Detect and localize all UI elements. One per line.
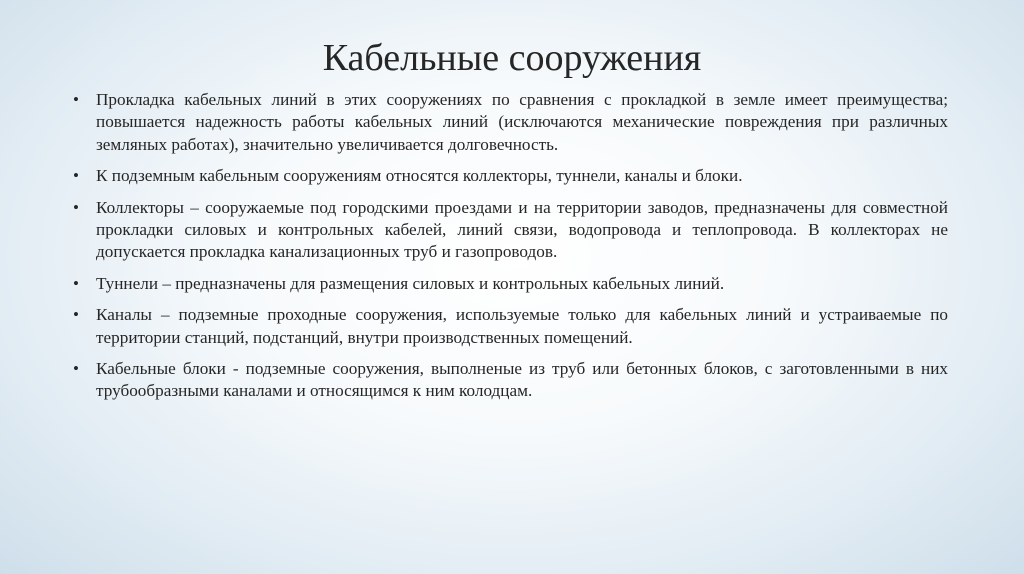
bullet-text: Туннели – предназначены для размещения силовых и контрольных кабельных линий. xyxy=(96,273,725,293)
bullet-icon: • xyxy=(73,273,79,293)
bullet-item-tunnels xyxy=(70,273,948,295)
bullet-icon: • xyxy=(73,197,79,217)
bullet-text: Коллекторы – сооружаемые под городскими проездами и на территории заводов, предназначены для совместной прокладки силовых и контрольных кабелей, линий связи, водопровода и теплопровода. В коллекторах не допускается прокладка канализационных труб и газопроводов. xyxy=(96,197,948,262)
bullet-item-advantages xyxy=(70,89,948,156)
bullet-item-types xyxy=(70,165,948,187)
bullet-text: К подземным кабельным сооружениям относятся коллекторы, туннели, каналы и блоки. xyxy=(96,166,743,186)
slide-title: Кабельные сооружения xyxy=(322,37,702,79)
bullet-text: Кабельные блоки - подземные сооружения, выполненые из труб или бетонных блоков, с заготовленными в них трубообразными каналами и относящимся к ним колодцам. xyxy=(96,359,948,401)
bullet-item-cable-blocks xyxy=(70,358,948,403)
bullet-icon: • xyxy=(73,359,79,379)
bullet-icon: • xyxy=(73,166,79,186)
bullet-item-collectors xyxy=(70,197,948,264)
bullet-text: Прокладка кабельных линий в этих сооружениях по сравнения с прокладкой в земле имеет преимущества; повышается надежность работы кабельных линий (исключаются механические повреждения при различных земляных работах), значительно увеличивается долговечность. xyxy=(96,90,948,154)
bullet-icon: • xyxy=(73,305,79,325)
bullet-list xyxy=(70,89,948,412)
bullet-item-channels xyxy=(70,304,948,349)
bullet-text: Каналы – подземные проходные сооружения, используемые только для кабельных линий и устраиваемые по территории станций, подстанций, внутри производственных помещений. xyxy=(96,305,948,347)
bullet-icon: • xyxy=(73,90,79,109)
